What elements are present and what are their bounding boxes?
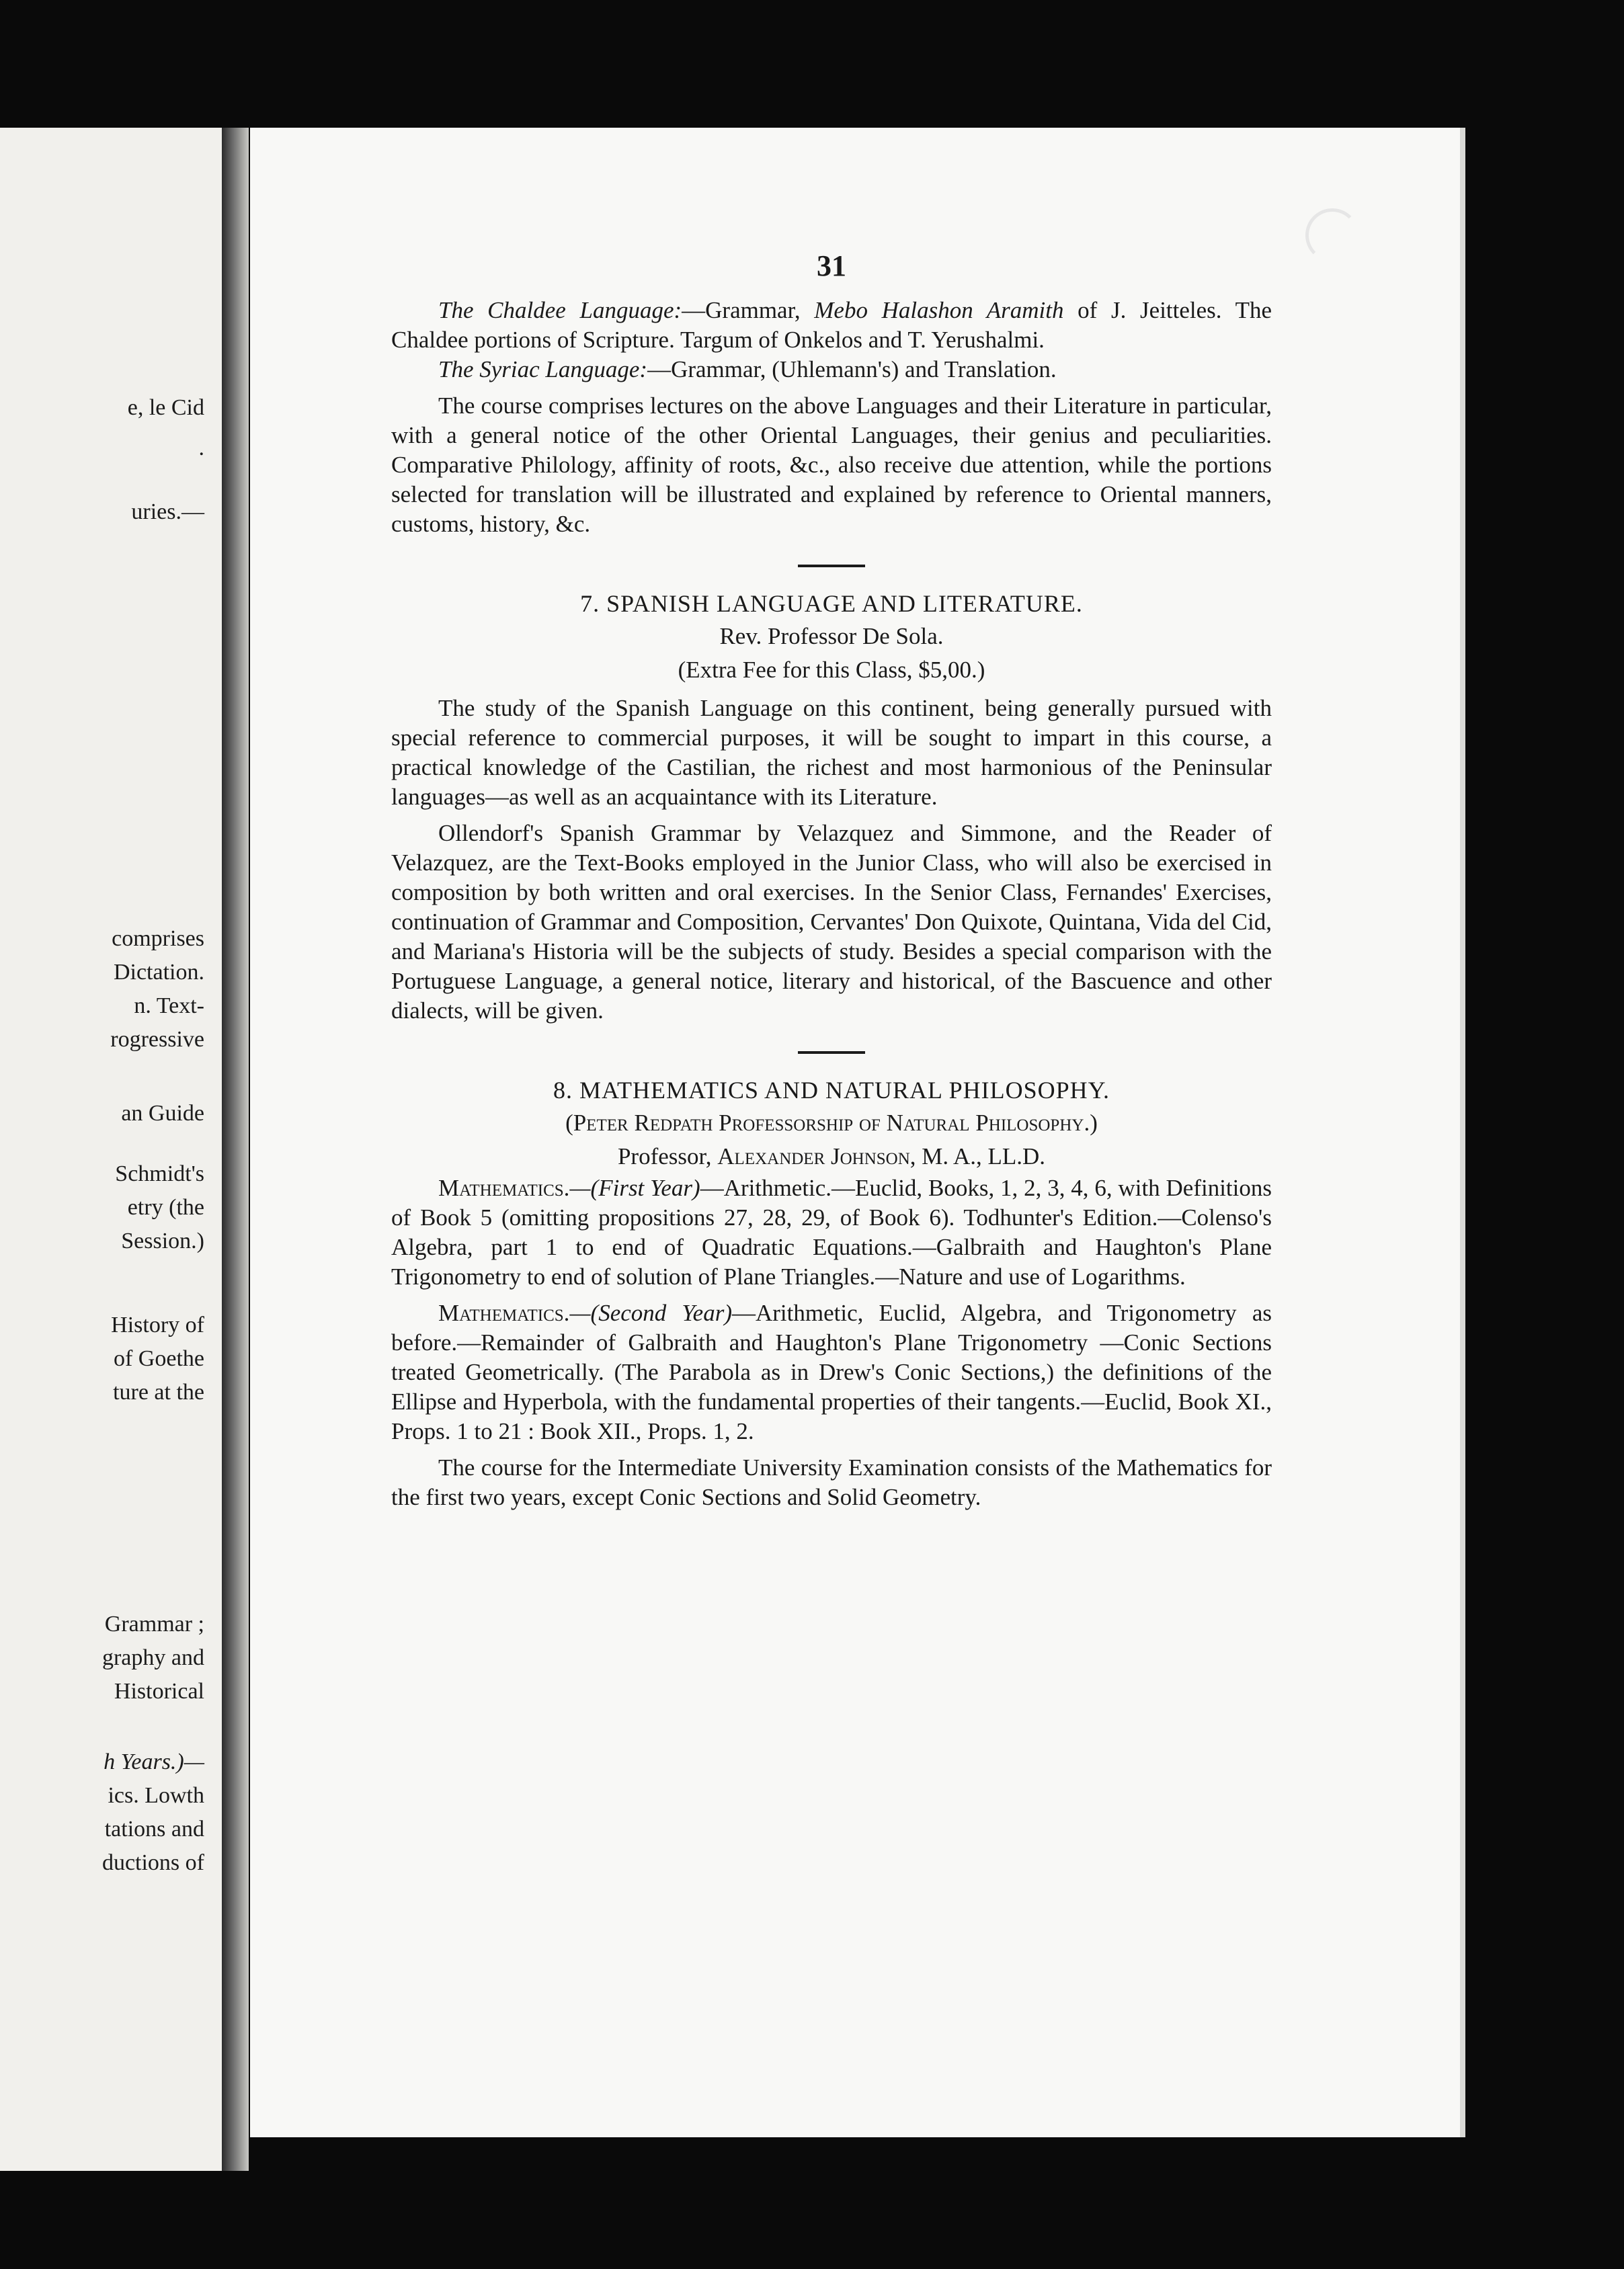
facing-page-fragment: ture at the [113, 1380, 204, 1405]
math-professor-prefix: Professor, [617, 1143, 718, 1169]
spanish-fee: (Extra Fee for this Class, $5,00.) [678, 657, 985, 683]
section-divider [798, 1051, 865, 1054]
math-first-text: —Arithmetic.—Euclid, Books, 1, 2, 3, 4, 6, with Definitions of Book 5 (omitting propositions 27, 28, 29, of Book 6). Todhunter's Edition.—Colenso's Algebra, part 1 to end of Quadratic Equations.—Galbraith and Haughton's Plane Trigonometry to end of solution of Plane Triangles.—Nature and use of Logarithms. [391, 1175, 1272, 1290]
document-page [250, 128, 1460, 2137]
facing-page-fragment: ductions of [102, 1850, 204, 1875]
facing-page-fragment: Historical [114, 1679, 204, 1704]
math-second-label: Mathematics. [438, 1300, 570, 1326]
facing-page-fragment: . [198, 436, 204, 460]
page-number: 31 [817, 249, 846, 282]
book-gutter [222, 128, 249, 2171]
facing-page-fragment: comprises [112, 926, 204, 951]
course-paragraph: The course comprises lectures on the above Languages and their Literature in particular, with a general notice of the other Oriental Languages, their genius and peculiarities. Comparative Philology, affinity of roots, &c., also receive due attention, while the portions selected for translation will be illustrated and explained by reference to Oriental manners, customs, history, &c. [391, 393, 1272, 537]
spanish-paragraph-2: Ollendorf's Spanish Grammar by Velazquez and Simmone, and the Reader of Velazquez, are the Text-Books employed in the Junior Class, who will also be exercised in composition by both written and oral exercises. In the Senior Class, Fernandes' Exercises, continuation of Grammar and Composition, Cervantes' Don Quixote, Quintana, Vida del Cid, and Mariana's Historia will be the subjects of study. Besides a special comparison with the Portuguese Language, a general notice, literary and historical, of the Bascuence and other dialects, will be given. [391, 820, 1272, 1024]
facing-page-fragment: tations and [104, 1817, 204, 1842]
chaldee-label: The Chaldee Language: [438, 297, 682, 323]
syriac-label: The Syriac Language: [438, 356, 648, 382]
math-professor-name: Alexander Johnson [717, 1143, 910, 1169]
facing-page-fragment: Grammar ; [104, 1612, 204, 1637]
facing-page-fragment: rogressive [110, 1027, 204, 1052]
facing-page-fragment: ics. Lowth [108, 1783, 204, 1808]
math-second-text: —Arithmetic, Euclid, Algebra, and Trigonometry as before.—Remainder of Galbraith and Haughton's Plane Trigonometry —Conic Sections treated Geometrically. (The Parabola as in Drew's Conic Sections,) the definitions of the Ellipse and Hyperbola, with the fundamental properties of their tangents.—Euclid, Book XI., Props. 1 to 21 : Book XII., Props. 1, 2. [391, 1300, 1272, 1444]
math-second-year-label: —(Second Year) [569, 1300, 732, 1326]
facing-page-fragment: graphy and [102, 1645, 204, 1670]
syriac-paragraph [391, 355, 1272, 384]
math-first-year [391, 1173, 1272, 1292]
chaldee-text-b: of J. Jeitteles. The Chaldee portions of Scripture. Targum of Onkelos and T. Yerushalmi. [391, 297, 1272, 353]
facing-page-fragment: n. Text- [134, 993, 204, 1018]
section-divider [798, 565, 865, 567]
math-first-label: Mathematics. [438, 1175, 570, 1201]
facing-page-fragment: Dictation. [113, 960, 204, 985]
facing-page-fragment: h Years.)— [104, 1749, 204, 1774]
math-professor [391, 1140, 1272, 1173]
facing-page-fragment: of Goethe [113, 1346, 204, 1371]
math-heading: 8. MATHEMATICS AND NATURAL PHILOSOPHY. [553, 1077, 1110, 1104]
facing-page [0, 128, 226, 2171]
facing-page-fragment: etry (the [127, 1195, 204, 1220]
spanish-heading: 7. SPANISH LANGUAGE AND LITERATURE. [580, 590, 1083, 617]
syriac-text: —Grammar, (Uhlemann's) and Translation. [647, 356, 1057, 382]
math-subheading: (Peter Redpath Professorship of Natural Philosophy.) [565, 1110, 1098, 1136]
facing-page-fragment: History of [111, 1313, 204, 1337]
math-intermediate: The course for the Intermediate University Examination consists of the Mathematics for the first two years, except Conic Sections and Solid Geometry. [391, 1454, 1272, 1510]
facing-page-fragment: an Guide [121, 1101, 204, 1126]
facing-page-fragment: e, le Cid [127, 395, 204, 420]
math-second-year [391, 1298, 1272, 1446]
spanish-paragraph-1: The study of the Spanish Language on this continent, being generally pursued with special reference to commercial purposes, it will be sought to impart in this course, a practical knowledge of the Castilian, the richest and most harmonious of the Peninsular languages—as well as an acquaintance with its Literature. [391, 695, 1272, 810]
chaldee-book: Mebo Halashon Aramith [814, 297, 1064, 323]
facing-page-fragment: Session.) [121, 1229, 204, 1253]
math-first-year-label: —(First Year) [569, 1175, 700, 1201]
page-content [391, 249, 1272, 1512]
chaldee-text-a: —Grammar, [682, 297, 815, 323]
facing-page-fragment: uries.— [131, 499, 204, 524]
chaldee-paragraph [391, 296, 1272, 355]
page-mark [1305, 208, 1359, 262]
facing-page-fragment: Schmidt's [115, 1161, 204, 1186]
spanish-professor: Rev. Professor De Sola. [719, 623, 944, 649]
math-professor-suffix: , M. A., LL.D. [909, 1143, 1046, 1169]
